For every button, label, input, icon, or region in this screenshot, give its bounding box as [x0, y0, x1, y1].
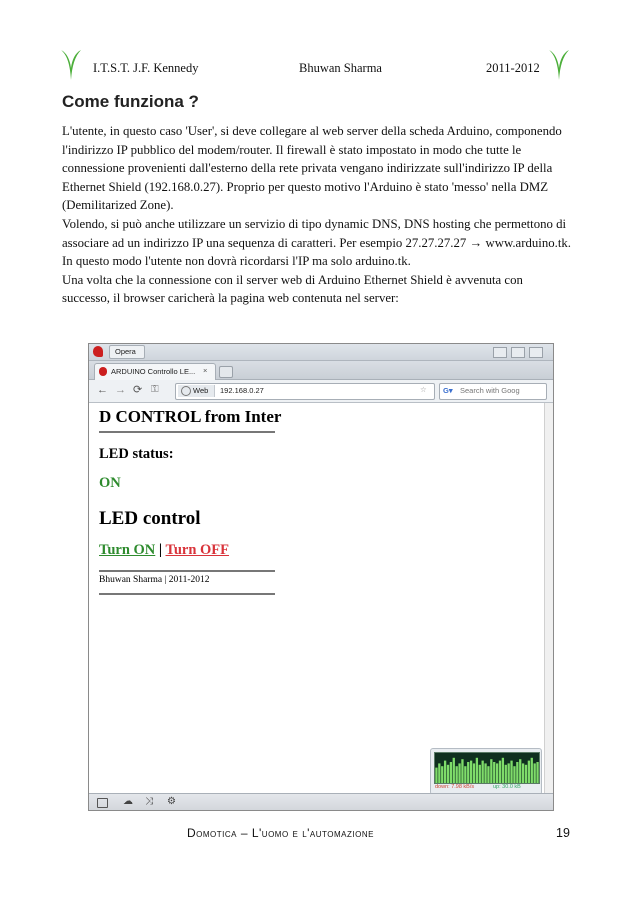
address-bar[interactable] [175, 383, 435, 400]
traffic-bar [528, 761, 530, 783]
traffic-bar [534, 763, 536, 783]
globe-icon [181, 386, 191, 396]
link-separator: | [158, 542, 163, 558]
leaf-logo-right-icon [548, 48, 570, 82]
turn-off-link[interactable]: Turn OFF [165, 542, 230, 558]
traffic-bar [461, 759, 463, 783]
turn-on-link[interactable]: Turn ON [99, 542, 156, 558]
section-title: Come funziona ? [62, 92, 199, 111]
share-icon[interactable]: ⤨ [145, 796, 153, 807]
star-icon[interactable]: ☆ [420, 385, 427, 394]
tab-bar [89, 361, 553, 380]
traffic-bar [525, 765, 527, 783]
divider-3 [99, 593, 275, 595]
traffic-bar [435, 768, 437, 783]
leaf-logo-left-icon [60, 48, 82, 82]
traffic-bar [482, 761, 484, 783]
traffic-bar [453, 758, 455, 783]
traffic-bar [513, 766, 515, 783]
back-arrow-icon[interactable]: ← [97, 384, 108, 396]
traffic-graph [434, 752, 540, 784]
traffic-bar [505, 765, 507, 783]
restore-button[interactable] [511, 347, 525, 358]
traffic-down: down: 7.98 kB/s [435, 784, 475, 790]
traffic-bar [516, 762, 518, 783]
traffic-bar [456, 766, 458, 783]
traffic-bar [493, 762, 495, 783]
divider-2 [99, 570, 275, 572]
traffic-bar [473, 763, 475, 783]
tab-active[interactable] [94, 363, 216, 380]
browser-titlebar [89, 344, 553, 361]
traffic-bar [441, 766, 443, 783]
traffic-bar [447, 765, 449, 783]
traffic-bar [464, 766, 466, 783]
traffic-bar [510, 761, 512, 783]
body-text [62, 122, 572, 308]
traffic-bar [490, 759, 492, 783]
paragraph-1: L'utente, in questo caso 'User', si deve collegare al web server della scheda Arduino, componendo l'indirizzo IP pubblico del modem/router. Il firewall è stato impostato in modo che tutte le connessione provenienti dall'esterno della rete privata vengano indirizzate sull'indirizzo IP della Ethernet Shield (192.168.0.27). Proprio per questo motivo l'Arduino è stato 'messo' nella DMZ (Demilitarized Zone). [62, 124, 562, 213]
traffic-bars [435, 753, 539, 783]
tab-close-icon[interactable]: × [203, 366, 208, 375]
search-engine-icon[interactable]: G▾ [443, 386, 453, 395]
paragraph-3: Una volta che la connessione con il server web di Arduino Ethernet Shield è avvenuta con successo, il browser caricherà la pagina web contenuta nel server: [62, 272, 523, 306]
address-text: 192.168.0.27 [220, 386, 264, 395]
header-author: Bhuwan Sharma [299, 61, 382, 75]
divider-1 [99, 431, 275, 433]
navigation-bar [89, 380, 553, 403]
search-placeholder: Search with Goog [460, 386, 520, 395]
traffic-bar [536, 762, 538, 783]
opera-logo-icon [93, 346, 103, 357]
status-bar [89, 793, 553, 811]
tab-favicon-icon [99, 367, 107, 376]
traffic-bar [502, 758, 504, 783]
panel-toggle-icon[interactable] [97, 798, 108, 808]
traffic-bar [496, 763, 498, 783]
traffic-bar [487, 766, 489, 783]
tab-title: ARDUINO Controllo LE... [111, 367, 196, 376]
gear-icon[interactable]: ⚙ [167, 796, 176, 807]
traffic-bar [479, 765, 481, 783]
led-status-value: ON [99, 475, 121, 491]
traffic-widget [430, 748, 542, 795]
traffic-bar [522, 763, 524, 783]
close-window-button[interactable] [529, 347, 543, 358]
traffic-bar [438, 763, 440, 783]
page-credit: Bhuwan Sharma | 2011-2012 [99, 575, 210, 585]
traffic-bar [519, 759, 521, 783]
browser-screenshot [88, 343, 554, 811]
footer-title: Domotica – L'uomo e l'automazione [187, 826, 374, 840]
reload-icon[interactable]: ⟳ [133, 384, 143, 396]
traffic-bar [531, 758, 533, 783]
vertical-scrollbar[interactable] [544, 403, 554, 793]
web-page-content [89, 403, 544, 793]
led-control-links [99, 542, 229, 559]
web-label: Web [193, 386, 209, 395]
forward-arrow-icon[interactable]: → [115, 384, 126, 396]
traffic-bar [458, 763, 460, 783]
minimize-button[interactable] [493, 347, 507, 358]
web-badge [178, 385, 215, 397]
traffic-bar [444, 761, 446, 783]
search-box[interactable] [439, 383, 547, 400]
opera-menu-button[interactable] [109, 345, 145, 359]
led-control-label: LED control [99, 508, 201, 529]
traffic-bar [499, 761, 501, 783]
led-status-label: LED status: [99, 446, 174, 462]
key-icon[interactable]: ⚿ [151, 384, 159, 395]
paragraph-2: Volendo, si può anche utilizzare un servizio di tipo dynamic DNS, DNS hosting che permettono di associare ad un indirizzo IP una sequenza di caratteri. Per esempio 27.27.27.27 → www.arduino.tk. In questo modo l'utente non dovrà ricordarsi l'IP ma solo arduino.tk. [62, 216, 572, 269]
traffic-bar [476, 758, 478, 783]
page-number: 19 [556, 826, 570, 840]
header-school: I.T.S.T. J.F. Kennedy [93, 61, 199, 75]
traffic-bar [467, 762, 469, 783]
header-year: 2011-2012 [486, 61, 540, 75]
traffic-up: up: 30.0 kB [493, 784, 521, 790]
traffic-bar [450, 762, 452, 783]
traffic-bar [484, 763, 486, 783]
traffic-bar [470, 761, 472, 783]
traffic-bar [508, 763, 510, 783]
page-heading: D CONTROL from Inter [99, 407, 282, 426]
opera-menu-label: Opera [115, 347, 136, 356]
cloud-icon[interactable]: ☁ [123, 796, 133, 807]
new-tab-button[interactable] [219, 366, 233, 378]
